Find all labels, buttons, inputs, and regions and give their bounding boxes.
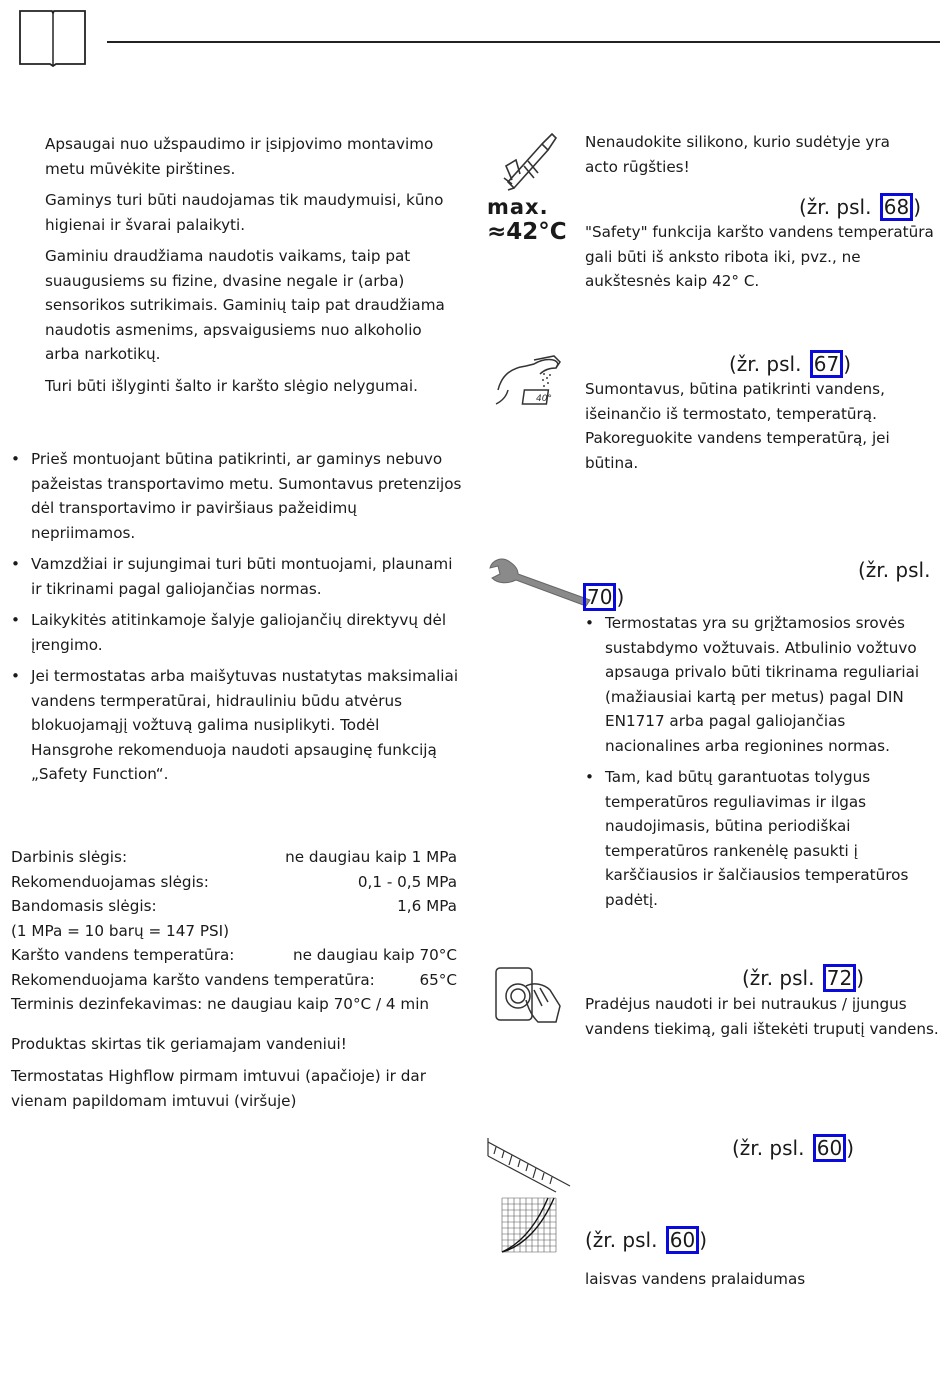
ref-prefix: (žr. psl.	[585, 1228, 658, 1252]
page-link-60-flow[interactable]: 60	[666, 1226, 699, 1254]
spec-label: Bandomasis slėgis:	[11, 897, 157, 915]
ref-suffix: )	[843, 352, 852, 376]
spec-row	[11, 894, 457, 919]
spec-note: (1 MPa = 10 barų = 147 PSI)	[11, 921, 230, 940]
technical-specs	[11, 845, 457, 1017]
spec-label: Karšto vandens temperatūra:	[11, 946, 235, 964]
spec-label: Darbinis slėgis:	[11, 848, 128, 866]
flow-text: laisvas vandens pralaidumas	[585, 1270, 806, 1288]
ref-suffix: )	[913, 195, 922, 219]
list-item: • Prieš montuojant būtina patikrinti, ar gaminys nebuvo pažeistas transportavimo metu. Sumontavus pretenzijos dėl transportavimo ir paviršiaus pažeidimų nepriimamos.	[11, 447, 463, 545]
page-link-72[interactable]: 72	[823, 964, 856, 992]
flow-diagram-icon	[500, 1196, 558, 1254]
safety-function-text: "Safety" funkcija karšto vandens temperatūra gali būti iš anksto ribota iki, pvz., ne aukštesnės kaip 42° C.	[585, 223, 934, 290]
max-temperature: ≈42°C	[487, 219, 567, 245]
page-reference	[729, 350, 851, 378]
page-reference: (žr. psl.	[858, 558, 931, 582]
page-link-68[interactable]: 68	[880, 193, 913, 221]
ref-prefix: (žr. psl.	[732, 1136, 805, 1160]
maintenance-list	[585, 611, 937, 912]
safety-paragraph: Apsaugai nuo užspaudimo ir įsipjovimo montavimo metu mūvėkite pirštines.	[45, 135, 434, 178]
drinking-water-note: Produktas skirtas tik geriamajam vandeniui!	[11, 1035, 347, 1053]
max-label: max.	[487, 195, 549, 219]
ref-prefix: (žr. psl.	[729, 352, 802, 376]
page-link-60[interactable]: 60	[813, 1134, 846, 1162]
temperature-check-icon	[494, 350, 564, 412]
spec-label: Rekomenduojama karšto vandens temperatūra:	[11, 970, 375, 989]
thermostat-turn-icon	[494, 966, 564, 1024]
ref-prefix: (žr. psl.	[799, 195, 872, 219]
spec-row	[11, 968, 457, 993]
ref-suffix: )	[846, 1136, 855, 1160]
silicone-gun-icon	[494, 130, 560, 192]
list-item: • Tam, kad būtų garantuotas tolygus temperatūros reguliavimas ir ilgas naudojimasis, būtina periodiškai temperatūros rankenėlę pasukti į karščiausios ir šalčiausios temperatūros padėtį.	[585, 765, 937, 912]
spec-row	[11, 870, 457, 895]
spec-value: 0,1 - 0,5 MPa	[357, 872, 457, 891]
spec-value: ne daugiau kaip 70°C	[292, 946, 457, 964]
temperature-check-text: Sumontavus, būtina patikrinti vandens, išeinančio iš termostato, temperatūrą. Pakoreguokite vandens temperatūrą, jei būtina.	[585, 380, 890, 472]
spec-row	[11, 943, 457, 968]
safety-paragraph: Gaminys turi būti naudojamas tik maudymuisi, kūno higienai ir švarai palaikyti.	[45, 191, 444, 234]
spec-label: Rekomenduojamas slėgis:	[11, 872, 209, 891]
page-reference	[742, 964, 864, 992]
page-reference	[732, 1134, 854, 1162]
spec-label: Terminis dezinfekavimas: ne daugiau kaip 70°C / 4 min	[11, 995, 430, 1013]
safety-section	[45, 132, 460, 398]
spec-value: 1,6 MPa	[397, 897, 457, 915]
spec-row	[11, 845, 457, 870]
safety-paragraph: Turi būti išlyginti šalto ir karšto slėgio nelygumai.	[45, 376, 418, 395]
spec-value: ne daugiau kaip 1 MPa	[285, 848, 457, 866]
ref-suffix: )	[699, 1228, 708, 1252]
safety-paragraph: Gaminiu draudžiama naudotis vaikams, taip pat suaugusiems su fizine, dvasine negale ir (arba) sensorikos sutrikimais. Gaminių taip pat draudžiama naudotis asmenims, apsvaigusiems nuo alkoholio arba narkotikų.	[45, 247, 445, 363]
mounting-section	[11, 447, 463, 787]
page-reference-continued	[583, 583, 624, 611]
page-reference	[799, 193, 921, 221]
page-link-70[interactable]: 70	[583, 583, 616, 611]
ref-suffix: )	[616, 585, 625, 609]
highflow-note: Termostatas Highflow pirmam imtuvui (apačioje) ir dar vienam papildomam imtuvui (viršuje)	[11, 1067, 426, 1110]
spec-row	[11, 992, 457, 1017]
list-item: • Vamzdžiai ir sujungimai turi būti montuojami, plaunami ir tikrinami pagal galiojančias normas.	[11, 552, 463, 601]
manual-book-icon	[18, 9, 88, 67]
ref-suffix: )	[856, 966, 865, 990]
spec-value: 65°C	[419, 970, 457, 989]
ref-prefix: (žr. psl.	[742, 966, 815, 990]
display-temperature: 40°	[536, 394, 552, 404]
dimensions-ruler-icon	[486, 1134, 572, 1194]
startup-text: Pradėjus naudoti ir bei nutraukus / įjungus vandens tiekimą, gali ištekėti truputį vandens.	[585, 995, 939, 1038]
list-item: • Termostatas yra su grįžtamosios srovės sustabdymo vožtuvais. Atbulinio vožtuvo apsauga privalo būti tikrinama reguliariai (mažiausiai kartą per metus) pagal DIN EN1717 arba pagal galiojančias nacionalines arba regionines normas.	[585, 611, 937, 758]
silicone-warning: Nenaudokite silikono, kurio sudėtyje yra acto rūgšties!	[585, 133, 890, 176]
list-item: • Laikykitės atitinkamoje šalyje galiojančių direktyvų dėl įrengimo.	[11, 608, 463, 657]
wrench-icon	[486, 556, 592, 608]
page-reference	[585, 1226, 707, 1254]
spec-row	[11, 919, 457, 944]
header-rule	[107, 41, 940, 43]
page-link-67[interactable]: 67	[810, 350, 843, 378]
list-item: • Jei termostatas arba maišytuvas nustatytas maksimaliai vandens termperatūrai, hidrauliniu būdu atvėrus blokuojamąjį vožtuvą galima nusiplikyti. Todėl Hansgrohe rekomenduoja naudoti apsauginę funkciją „Safety Function“.	[11, 664, 463, 787]
